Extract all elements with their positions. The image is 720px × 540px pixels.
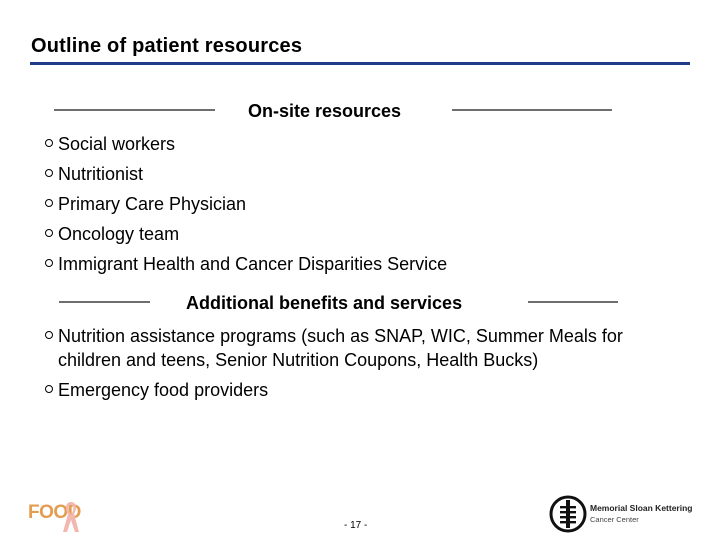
circle-bullet-icon (45, 139, 53, 147)
food-logo (28, 500, 98, 536)
list-item (45, 252, 447, 276)
circle-bullet-icon (45, 331, 53, 339)
page-number: - 17 - (344, 520, 368, 531)
food-logo-text: FOOD (28, 502, 81, 523)
section2-rule-right (528, 301, 618, 303)
circle-bullet-icon (45, 385, 53, 393)
list-item (45, 192, 447, 216)
page-title: Outline of patient resources (31, 35, 303, 57)
list-item-text: Nutritionist (58, 164, 144, 184)
msk-emblem-icon (548, 494, 588, 534)
circle-bullet-icon (45, 229, 53, 237)
list-item-text: Nutrition assistance programs (such as SNAP, WIC, Summer Meals for children and teens, Senior Nutrition Coupons, Health Bucks) (58, 326, 623, 370)
list-item-text: Immigrant Health and Cancer Disparities Service (58, 254, 448, 274)
msk-logo-subtitle: Cancer Center (590, 515, 639, 524)
list-item (45, 378, 635, 402)
section1-rule-left (54, 109, 215, 111)
list-item (45, 162, 447, 186)
list-item-text: Primary Care Physician (58, 194, 247, 214)
section1-list (45, 132, 447, 282)
awareness-ribbon-icon (62, 500, 80, 534)
list-item-text: Emergency food providers (58, 380, 269, 400)
circle-bullet-icon (45, 169, 53, 177)
title-underline (30, 62, 690, 65)
list-item (45, 324, 635, 372)
section2-rule-left (59, 301, 150, 303)
msk-logo-name: Memorial Sloan Kettering (590, 503, 693, 513)
list-item (45, 222, 447, 246)
list-item-text: Social workers (58, 134, 176, 154)
list-item (45, 132, 447, 156)
msk-logo (546, 492, 696, 536)
section1-rule-right (452, 109, 612, 111)
section2-heading: Additional benefits and services (186, 293, 463, 313)
circle-bullet-icon (45, 199, 53, 207)
section1-heading: On-site resources (248, 101, 402, 121)
circle-bullet-icon (45, 259, 53, 267)
section2-list (45, 324, 635, 408)
list-item-text: Oncology team (58, 224, 180, 244)
